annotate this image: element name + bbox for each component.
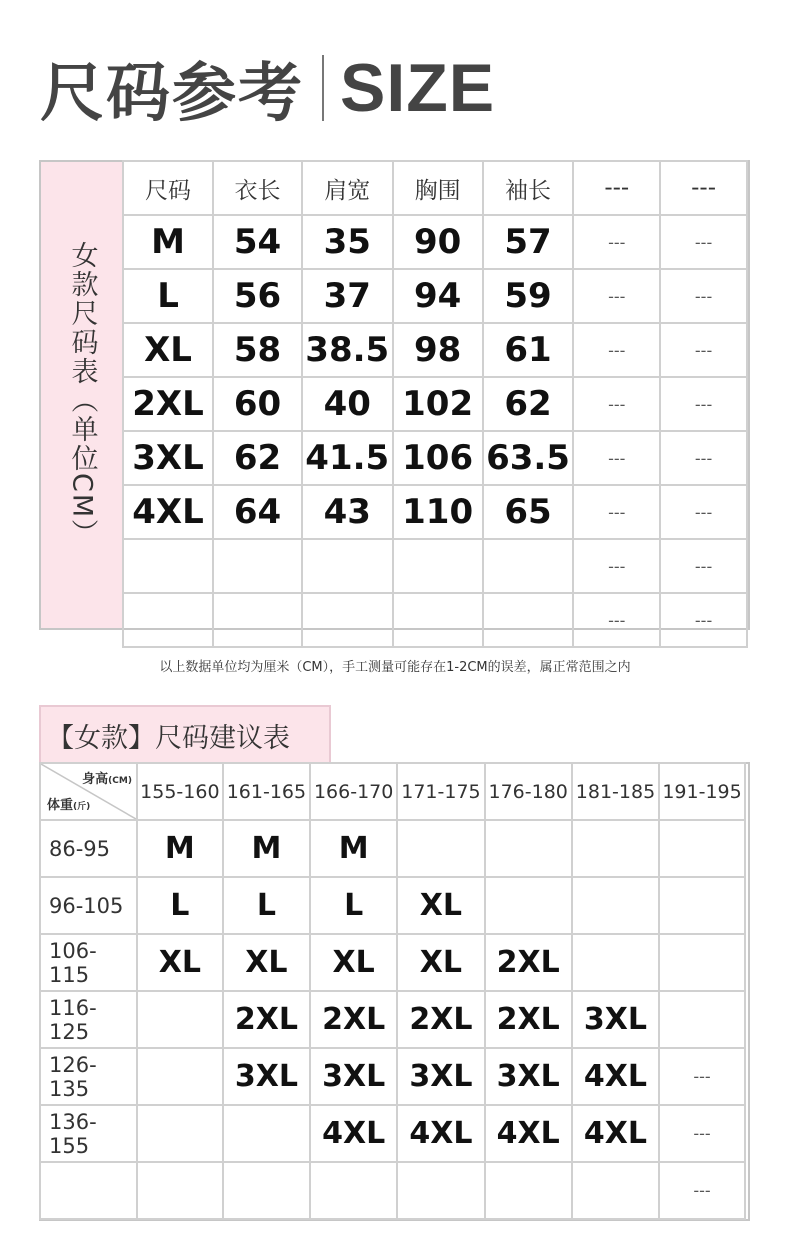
suggest-weight-header <box>40 1162 137 1219</box>
size-chart-header-cell: 袖长 <box>483 161 574 215</box>
size-chart-cell: L <box>123 269 213 323</box>
suggest-size-cell: 2XL <box>485 991 572 1048</box>
suggest-size-cell: XL <box>137 934 223 991</box>
size-chart-header-row <box>123 161 747 215</box>
size-chart-cell: 98 <box>393 323 483 377</box>
suggest-size-cell: L <box>310 877 397 934</box>
size-chart-row <box>123 377 747 431</box>
size-chart-cell: --- <box>660 377 747 431</box>
size-chart-cell: 3XL <box>123 431 213 485</box>
size-chart-cell: --- <box>573 215 660 269</box>
suggest-size-cell <box>310 1162 397 1219</box>
suggest-size-cell <box>485 1162 572 1219</box>
suggest-size-cell: --- <box>659 1048 745 1105</box>
suggest-size-cell: 3XL <box>572 991 659 1048</box>
suggest-size-cell: XL <box>397 934 484 991</box>
size-chart-header-cell: --- <box>660 161 747 215</box>
suggest-table-title: 【女款】尺码建议表 <box>39 705 331 763</box>
suggest-size-cell <box>572 820 659 877</box>
size-chart-row <box>123 593 747 647</box>
suggest-header-row <box>40 763 745 820</box>
size-chart-cell: 57 <box>483 215 574 269</box>
suggest-size-cell <box>137 991 223 1048</box>
size-chart-cell: M <box>123 215 213 269</box>
size-chart-header-cell: --- <box>573 161 660 215</box>
size-chart-cell <box>302 593 393 647</box>
page-title <box>40 48 496 131</box>
suggest-height-header: 155-160 <box>137 763 223 820</box>
suggest-size-cell: 2XL <box>310 991 397 1048</box>
suggest-weight-header: 126-135 <box>40 1048 137 1105</box>
size-chart-cell: 38.5 <box>302 323 393 377</box>
size-suggestion-table <box>39 762 750 1221</box>
size-chart-table <box>39 160 750 630</box>
suggest-size-cell: 3XL <box>223 1048 310 1105</box>
suggest-size-cell <box>572 877 659 934</box>
title-english: SIZE <box>340 50 496 126</box>
size-chart-cell: 61 <box>483 323 574 377</box>
title-divider <box>322 55 324 121</box>
size-chart-header-cell: 肩宽 <box>302 161 393 215</box>
size-chart-cell: 4XL <box>123 485 213 539</box>
suggest-size-cell: XL <box>310 934 397 991</box>
suggest-size-cell: 3XL <box>397 1048 484 1105</box>
size-chart-cell: --- <box>573 539 660 593</box>
size-chart-cell <box>213 593 302 647</box>
size-chart-cell: 54 <box>213 215 302 269</box>
size-chart-header-cell: 尺码 <box>123 161 213 215</box>
size-chart-cell: 106 <box>393 431 483 485</box>
size-chart-cell: 64 <box>213 485 302 539</box>
size-chart-cell: --- <box>573 431 660 485</box>
size-chart-cell: 62 <box>213 431 302 485</box>
suggest-size-cell: 4XL <box>485 1105 572 1162</box>
suggest-height-header: 166-170 <box>310 763 397 820</box>
suggest-weight-header: 86-95 <box>40 820 137 877</box>
title-chinese: 尺码参考 <box>40 57 304 131</box>
suggest-size-cell: 3XL <box>310 1048 397 1105</box>
suggest-size-cell: 2XL <box>485 934 572 991</box>
size-chart-cell: --- <box>660 215 747 269</box>
size-chart-cell <box>393 593 483 647</box>
suggest-height-header: 176-180 <box>485 763 572 820</box>
size-chart-cell: --- <box>573 593 660 647</box>
suggest-size-cell <box>659 877 745 934</box>
suggest-size-cell <box>572 934 659 991</box>
size-chart-cell: 56 <box>213 269 302 323</box>
size-chart-cell: 40 <box>302 377 393 431</box>
size-chart-cell: XL <box>123 323 213 377</box>
size-chart-cell: --- <box>660 485 747 539</box>
suggest-size-cell: L <box>137 877 223 934</box>
size-chart-row <box>123 485 747 539</box>
suggest-weight-header: 136-155 <box>40 1105 137 1162</box>
size-chart-row <box>123 539 747 593</box>
size-chart-cell: 35 <box>302 215 393 269</box>
size-chart-cell: --- <box>660 431 747 485</box>
suggest-size-cell: 4XL <box>572 1048 659 1105</box>
size-chart-cell: 2XL <box>123 377 213 431</box>
suggest-row <box>40 877 745 934</box>
suggest-size-cell <box>485 820 572 877</box>
suggest-size-cell: 2XL <box>397 991 484 1048</box>
size-chart-cell: 62 <box>483 377 574 431</box>
size-chart-cell <box>302 539 393 593</box>
suggest-row <box>40 1162 745 1219</box>
suggest-size-cell: L <box>223 877 310 934</box>
size-chart-cell: --- <box>573 377 660 431</box>
size-chart-cell: 102 <box>393 377 483 431</box>
suggest-size-cell <box>137 1048 223 1105</box>
suggest-size-cell <box>223 1162 310 1219</box>
suggest-weight-header: 96-105 <box>40 877 137 934</box>
size-chart-row <box>123 323 747 377</box>
suggest-corner-cell <box>40 763 137 820</box>
corner-height-label: 身高(CM) <box>82 772 132 787</box>
suggest-size-cell <box>659 934 745 991</box>
suggest-size-cell <box>137 1162 223 1219</box>
size-chart-row <box>123 269 747 323</box>
size-chart-grid <box>122 160 748 648</box>
size-chart-cell <box>123 593 213 647</box>
suggest-size-cell <box>397 1162 484 1219</box>
suggest-row <box>40 1048 745 1105</box>
suggest-row <box>40 934 745 991</box>
size-chart-cell <box>393 539 483 593</box>
side-label-text: 女款尺码表 <box>66 241 98 387</box>
size-chart-side-label <box>41 162 123 628</box>
size-chart-cell: --- <box>573 485 660 539</box>
size-chart-cell: --- <box>660 269 747 323</box>
size-chart-header-cell: 衣长 <box>213 161 302 215</box>
suggest-size-cell: 2XL <box>223 991 310 1048</box>
size-chart-cell: 37 <box>302 269 393 323</box>
size-chart-cell: 58 <box>213 323 302 377</box>
size-chart-cell: 63.5 <box>483 431 574 485</box>
suggest-size-cell <box>397 820 484 877</box>
suggest-height-header: 191-195 <box>659 763 745 820</box>
suggest-size-cell: 4XL <box>572 1105 659 1162</box>
size-chart-cell: --- <box>660 323 747 377</box>
suggest-weight-header: 116-125 <box>40 991 137 1048</box>
size-chart-cell: 94 <box>393 269 483 323</box>
suggest-size-cell <box>659 991 745 1048</box>
side-label-unit: （单位CM） <box>66 386 98 549</box>
suggest-size-cell: 4XL <box>310 1105 397 1162</box>
size-chart-cell: 59 <box>483 269 574 323</box>
size-suggestion-grid <box>39 762 746 1220</box>
suggest-size-cell: XL <box>397 877 484 934</box>
size-chart-cell: 65 <box>483 485 574 539</box>
size-chart-row <box>123 215 747 269</box>
size-chart-cell <box>213 539 302 593</box>
size-chart-row <box>123 431 747 485</box>
suggest-size-cell <box>659 820 745 877</box>
size-chart-header-cell: 胸围 <box>393 161 483 215</box>
suggest-size-cell: M <box>223 820 310 877</box>
suggest-row <box>40 820 745 877</box>
suggest-size-cell <box>572 1162 659 1219</box>
suggest-size-cell <box>485 877 572 934</box>
size-chart-cell: 43 <box>302 485 393 539</box>
suggest-height-header: 161-165 <box>223 763 310 820</box>
size-chart-cell: --- <box>660 539 747 593</box>
suggest-size-cell: M <box>310 820 397 877</box>
suggest-size-cell: --- <box>659 1105 745 1162</box>
suggest-height-header: 171-175 <box>397 763 484 820</box>
size-chart-cell <box>483 593 574 647</box>
measurement-note: 以上数据单位均为厘米（CM），手工测量可能存在1-2CM的误差，属正常范围之内 <box>159 660 631 675</box>
suggest-size-cell: M <box>137 820 223 877</box>
size-chart-cell: --- <box>573 323 660 377</box>
suggest-height-header: 181-185 <box>572 763 659 820</box>
size-chart-cell: 60 <box>213 377 302 431</box>
size-chart-cell <box>123 539 213 593</box>
size-chart-cell: --- <box>660 593 747 647</box>
size-chart-cell: 110 <box>393 485 483 539</box>
size-chart-cell: 90 <box>393 215 483 269</box>
corner-weight-label: 体重(斤) <box>47 798 91 813</box>
size-chart-cell <box>483 539 574 593</box>
suggest-row <box>40 1105 745 1162</box>
suggest-row <box>40 991 745 1048</box>
size-chart-cell: --- <box>573 269 660 323</box>
size-chart-cell: 41.5 <box>302 431 393 485</box>
suggest-size-cell: 3XL <box>485 1048 572 1105</box>
suggest-size-cell <box>223 1105 310 1162</box>
suggest-weight-header: 106-115 <box>40 934 137 991</box>
suggest-size-cell: --- <box>659 1162 745 1219</box>
suggest-size-cell: XL <box>223 934 310 991</box>
suggest-size-cell <box>137 1105 223 1162</box>
suggest-size-cell: 4XL <box>397 1105 484 1162</box>
